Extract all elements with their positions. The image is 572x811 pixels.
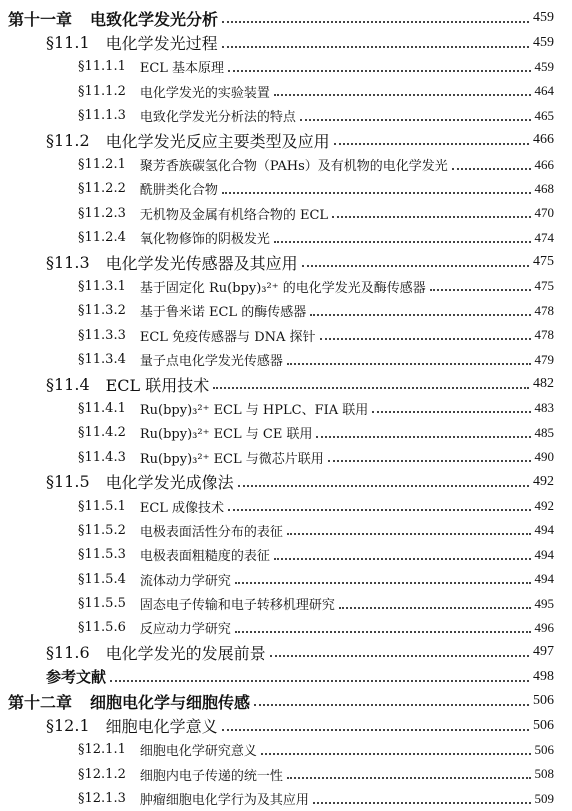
toc-entry-page-number: 490 (534, 449, 554, 465)
toc-entry-page-number: 492 (533, 473, 554, 489)
dot-leader (228, 70, 530, 72)
toc-entry-number: §11.2.3 (78, 205, 126, 221)
toc-entry-number: §12.1 (46, 716, 90, 736)
toc-entry-title: ECL 成像技术 (139, 500, 225, 516)
toc-entry-page-number: 483 (534, 400, 554, 416)
toc-entry-page-number: 506 (533, 717, 554, 733)
toc-entry-section (0, 250, 572, 274)
toc-entry-title: 肿瘤细胞电化学行为及其应用 (139, 793, 309, 809)
toc-entry-title: 电化学发光的实验装置 (139, 85, 270, 101)
toc-entry-number: §11.2 (46, 130, 90, 150)
toc-entry-sub (0, 152, 572, 176)
toc-entry-title: ECL 免疫传感器与 DNA 探针 (139, 329, 316, 345)
dot-leader (228, 509, 530, 511)
toc-entry-title: Ru(bpy)₃²⁺ ECL 与 CE 联用 (139, 427, 313, 443)
dot-leader (261, 753, 531, 755)
toc-entry-number: §11.6 (46, 642, 90, 662)
toc-entry-title: 电化学发光的发展前景 (105, 643, 266, 663)
dot-leader (274, 94, 531, 96)
toc-entry-page-number: 509 (534, 790, 554, 806)
dot-leader (332, 216, 530, 218)
dot-leader (235, 582, 531, 584)
toc-entry-sub (0, 421, 572, 445)
toc-entry-number: §11.3.2 (78, 303, 126, 319)
toc-entry-title: 电极表面粗糙度的表征 (139, 549, 270, 565)
toc-entry-sub (0, 396, 572, 420)
dot-leader (334, 143, 529, 145)
dot-leader (452, 168, 531, 170)
toc-entry-title: 酰肼类化合物 (139, 183, 218, 199)
toc-entry-title: 反应动力学研究 (139, 622, 231, 638)
toc-entry-number: §11.4.2 (78, 425, 126, 441)
toc-entry-number: §11.5.6 (78, 620, 126, 636)
toc-entry-page-number: 479 (534, 351, 554, 367)
dot-leader (316, 436, 530, 438)
toc-entry-sub (0, 226, 572, 250)
toc-entry-sub (0, 445, 572, 469)
toc-entry-number: 第十二章 (8, 692, 73, 712)
dot-leader (213, 387, 529, 389)
toc-entry-title: 细胞电化学意义 (105, 717, 218, 737)
toc-entry-sub (0, 738, 572, 762)
toc-entry-page-number: 482 (533, 376, 554, 392)
toc-entry-page-number: 459 (534, 58, 554, 74)
toc-entry-title: Ru(bpy)₃²⁺ ECL 与微芯片联用 (139, 451, 324, 467)
toc-entry-sub (0, 79, 572, 103)
toc-entry-sub (0, 299, 572, 323)
dot-leader (339, 607, 531, 609)
dot-leader (300, 119, 531, 121)
toc-entry-page-number: 506 (533, 693, 554, 709)
toc-entry-chapter (0, 6, 572, 30)
toc-entry-sub (0, 543, 572, 567)
toc-entry-page-number: 470 (534, 205, 554, 221)
toc-entry-title: 细胞电化学与细胞传感 (90, 692, 251, 712)
toc-entry-sub (0, 274, 572, 298)
toc-entry-sub (0, 494, 572, 518)
toc-entry-page-number: 459 (533, 10, 554, 26)
toc-entry-page-number: 495 (534, 595, 554, 611)
toc-entry-page-number: 478 (534, 302, 554, 318)
toc-entry-number: §11.1.2 (78, 83, 126, 99)
toc-entry-number: §11.2.1 (78, 157, 126, 173)
toc-entry-sub (0, 347, 572, 371)
toc-entry-title: 流体动力学研究 (139, 573, 231, 589)
toc-entry-title: 量子点电化学发光传感器 (139, 354, 283, 370)
toc-entry-title: 电致化学发光分析法的特点 (139, 110, 296, 126)
toc-entry-page-number: 492 (534, 498, 554, 513)
toc-entry-number: §11.2.4 (78, 230, 126, 246)
toc-entry-section (0, 30, 572, 54)
toc-entry-sub (0, 55, 572, 79)
toc-entry-number: §11.2.2 (78, 181, 126, 197)
toc-entry-sub (0, 177, 572, 201)
toc-entry-page-number: 474 (534, 229, 554, 245)
toc-entry-title: ECL 联用技术 (105, 375, 210, 395)
toc-entry-title: 电化学发光反应主要类型及应用 (105, 131, 330, 151)
toc-entry-number: §11.1.3 (78, 108, 126, 124)
toc-entry-page-number: 497 (533, 644, 554, 660)
dot-leader (110, 680, 529, 682)
toc-entry-title: Ru(bpy)₃²⁺ ECL 与 HPLC、FIA 联用 (139, 402, 369, 418)
toc-entry-number: §11.1.1 (78, 59, 126, 75)
dot-leader (302, 265, 529, 267)
dot-leader (222, 46, 529, 48)
dot-leader (274, 241, 531, 243)
dot-leader (328, 460, 531, 462)
toc-entry-section (0, 469, 572, 493)
toc-entry-number: §11.5.2 (78, 522, 126, 538)
dot-leader (222, 192, 531, 194)
toc-entry-number: §11.5.1 (78, 498, 126, 514)
dot-leader (372, 411, 530, 413)
toc-entry-title: 基于固定化 Ru(bpy)₃²⁺ 的电化学发光及酶传感器 (139, 280, 426, 296)
toc-entry-page-number: 485 (534, 424, 554, 440)
toc-entry-page-number: 468 (534, 180, 554, 196)
toc-entry-page-number: 508 (534, 766, 554, 782)
toc-entry-title: ECL 基本原理 (139, 61, 225, 77)
toc-entry-number: 第十一章 (8, 9, 73, 29)
dot-leader (287, 777, 531, 779)
toc-entry-number: §11.4.1 (78, 400, 126, 416)
toc-entry-page-number: 478 (534, 327, 554, 343)
toc-entry-page-number: 496 (534, 619, 554, 635)
dot-leader (274, 558, 531, 560)
toc-entry-section (0, 372, 572, 396)
toc-entry-sub (0, 567, 572, 591)
toc-entry-title: 电极表面活性分布的表征 (139, 524, 283, 540)
toc-entry-sub (0, 762, 572, 786)
toc-entry-title: 参考文献 (46, 668, 107, 687)
toc-entry-ref (0, 665, 572, 689)
toc-entry-number: §11.3.1 (78, 278, 126, 294)
dot-leader (430, 289, 531, 291)
dot-leader (313, 802, 531, 804)
toc-entry-title: 基于鲁米诺 ECL 的酶传感器 (139, 305, 307, 321)
dot-leader (287, 363, 531, 365)
toc-entry-number: §11.5.5 (78, 596, 126, 612)
dot-leader (222, 21, 529, 23)
toc-entry-title: 固态电子传输和电子转移机理研究 (139, 598, 335, 614)
toc-entry-page-number: 475 (533, 254, 554, 270)
dot-leader (254, 704, 529, 706)
table-of-contents (0, 6, 572, 811)
toc-entry-sub (0, 591, 572, 615)
toc-entry-number: §11.4.3 (78, 449, 126, 465)
dot-leader (310, 314, 530, 316)
toc-entry-chapter (0, 689, 572, 713)
toc-entry-number: §12.1.1 (78, 742, 126, 758)
toc-entry-sub (0, 616, 572, 640)
toc-entry-title: 电致化学发光分析 (90, 9, 219, 29)
toc-entry-page-number: 466 (534, 156, 554, 172)
toc-entry-sub (0, 787, 572, 811)
toc-entry-page-number: 459 (533, 34, 554, 50)
dot-leader (238, 485, 529, 487)
toc-entry-title: 无机物及金属有机络合物的 ECL (139, 207, 329, 223)
toc-entry-number: §11.5.3 (78, 547, 126, 563)
toc-entry-number: §11.3 (46, 252, 90, 272)
toc-entry-title: 细胞电化学研究意义 (139, 744, 257, 760)
toc-entry-page-number: 465 (534, 107, 554, 123)
toc-entry-number: §11.1 (46, 33, 90, 53)
toc-entry-title: 细胞内电子传递的统一性 (139, 768, 283, 784)
toc-entry-number: §11.4 (46, 374, 90, 394)
toc-entry-number: §11.3.4 (78, 352, 126, 368)
toc-entry-title: 电化学发光传感器及其应用 (105, 253, 298, 273)
toc-entry-page-number: 498 (533, 668, 554, 684)
dot-leader (222, 729, 529, 731)
toc-entry-number: §11.3.3 (78, 327, 126, 343)
toc-entry-page-number: 494 (534, 546, 554, 562)
toc-entry-page-number: 494 (534, 571, 554, 587)
toc-entry-title: 电化学发光成像法 (105, 473, 234, 493)
toc-entry-page-number: 494 (534, 522, 554, 538)
toc-entry-section (0, 713, 572, 737)
toc-entry-section (0, 128, 572, 152)
toc-entry-page-number: 464 (534, 83, 554, 99)
toc-entry-page-number: 506 (534, 741, 554, 757)
toc-entry-section (0, 640, 572, 664)
toc-entry-number: §12.1.2 (78, 766, 126, 782)
toc-entry-sub (0, 104, 572, 128)
toc-entry-number: §11.5.4 (78, 571, 126, 587)
toc-entry-sub (0, 323, 572, 347)
toc-entry-title: 氧化物修饰的阴极发光 (139, 232, 270, 248)
dot-leader (270, 655, 529, 657)
toc-entry-title: 电化学发光过程 (105, 34, 218, 54)
toc-entry-number: §11.5 (46, 472, 90, 492)
toc-entry-page-number: 466 (533, 132, 554, 148)
toc-entry-title: 聚芳香族碳氢化合物（PAHs）及有机物的电化学发光 (139, 159, 448, 175)
toc-entry-number: §12.1.3 (78, 791, 126, 807)
dot-leader (287, 533, 531, 535)
dot-leader (320, 338, 531, 340)
toc-entry-sub (0, 201, 572, 225)
toc-entry-page-number: 475 (534, 278, 554, 294)
dot-leader (235, 631, 531, 633)
toc-entry-sub (0, 518, 572, 542)
